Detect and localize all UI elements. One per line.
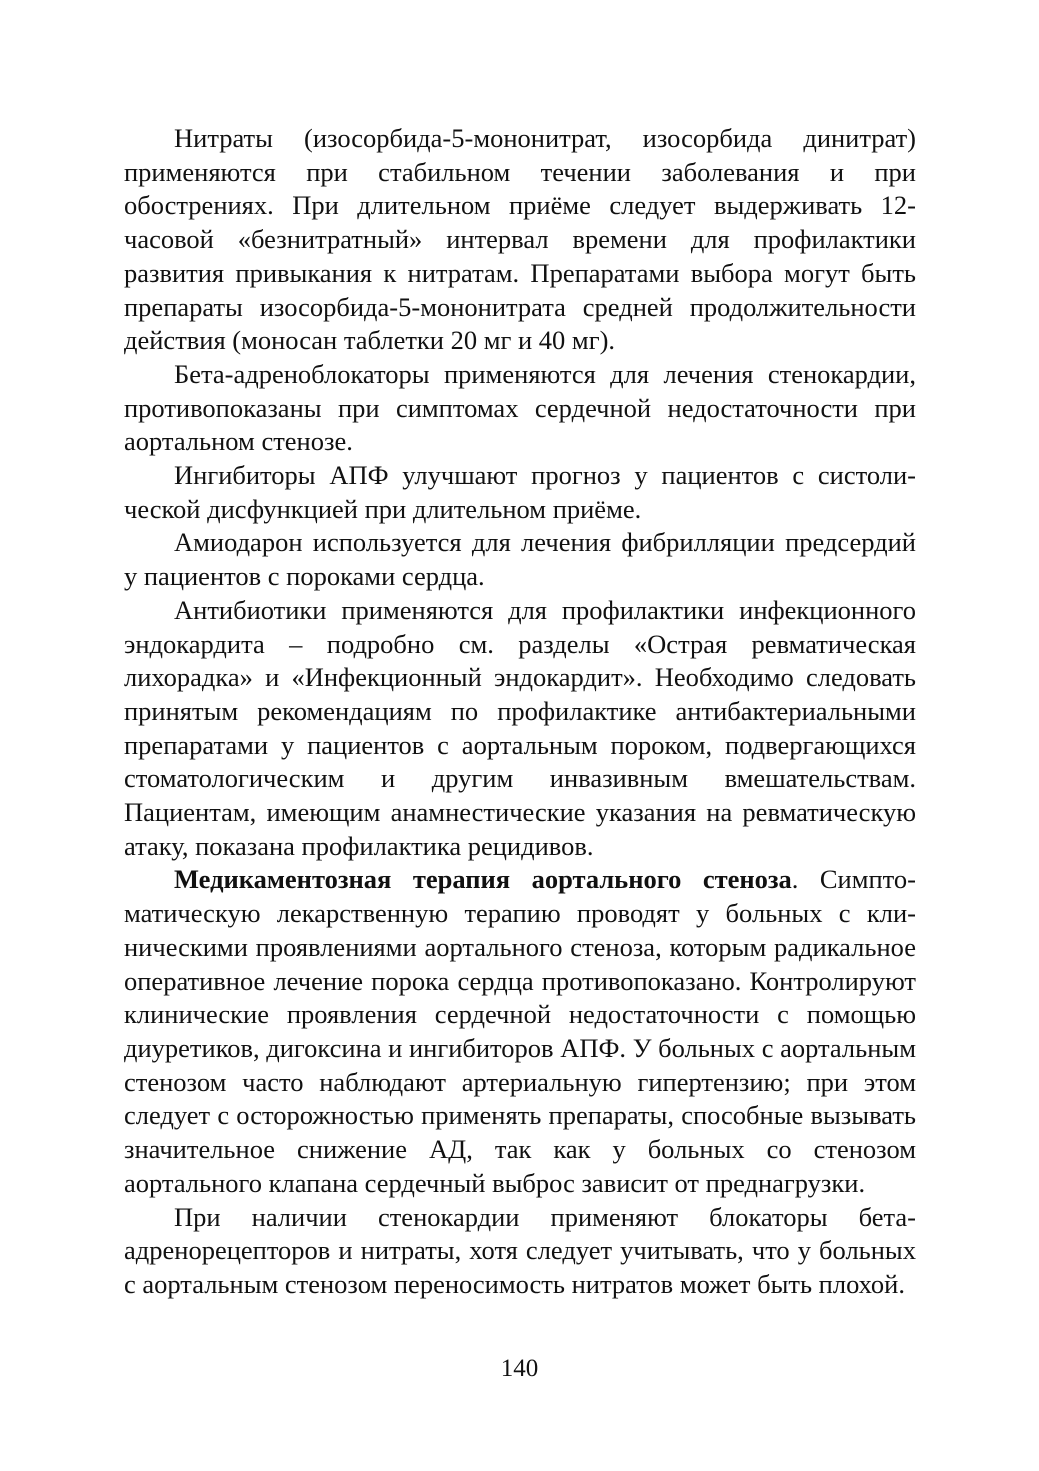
paragraph-ace-inhibitors [124,459,916,526]
paragraph-antibiotics [124,594,916,864]
paragraph-amiodarone [124,526,916,593]
paragraph-text: Ингибиторы АПФ улучшают прогноз у пациентов с систолической дисфункцией при длительном приёме. [124,460,916,524]
page-number: 140 [500,1355,539,1382]
paragraph-beta-blockers [124,358,916,459]
paragraph-text: Нитраты (изосорбида-5-мононитрат, изосорбида динитрат) применяются при стабильном течении заболевания и при обострениях. При длительном приёме следует выдерживать 12-часовой «безнитратный» интервал времени для профилактики развития привыкания к нитратам. Препаратами выбора могут быть препараты изосорбида-5-мононитрата средней продолжительности действия (моносан таблетки 20 мг и 40 мг). [124,123,916,356]
paragraph-text: При наличии стенокардии применяют блокаторы бета-адренорецепторов и нитраты, хотя следует учитывать, что у больных с аортальным стенозом переносимость нитратов может быть плохой. [124,1201,916,1299]
paragraph-lead: Медикаментозная терапия аортального стеноза [174,864,792,895]
paragraph-angina [124,1201,916,1302]
paragraph-drug-therapy [124,863,916,1200]
paragraph-text: Бета-адреноблокаторы применяются для лечения стенокардии, противопоказаны при симптомах сердечной недостаточности при аортальном стенозе. [124,358,916,457]
paragraph-text: . Симптоматическую лекарственную терапию проводят у больных с клиническими проявлениями аортального стеноза, которым радикальное оперативное лечение порока сердца противопоказано. Контролируют клинические проявления сердечной недостаточности с помощью диуретиков, дигоксина и ингибиторов АПФ. У больных с аортальным стенозом часто наблюдают артериальную гипертензию; при этом следует с осторожностью применять препараты, способные вызывать значительное снижение АД, так как у больных со стенозом аортального клапана сердечный выброс зависит от преднагрузки. [124,864,916,1198]
paragraph-nitrates [124,122,916,358]
paragraph-text: Антибиотики применяются для профилактики инфекционного эндокардита – подробно см. разделы «Острая ревматическая лихорадка» и «Инфекционный эндокардит». Необходимо следовать принятым рекомендациям по профилактике антибактериальными препаратами у пациентов с аортальным пороком, подвергающихся стоматологическим и другим инвазивным вмешательствам. Пациентам, имеющим анамнестические указания на ревматическую атаку, показана профилактика рецидивов. [124,594,916,861]
page-body [124,122,916,1302]
paragraph-text: Амиодарон используется для лечения фибрилляции предсердий у пациентов с пороками сердца. [124,527,916,592]
